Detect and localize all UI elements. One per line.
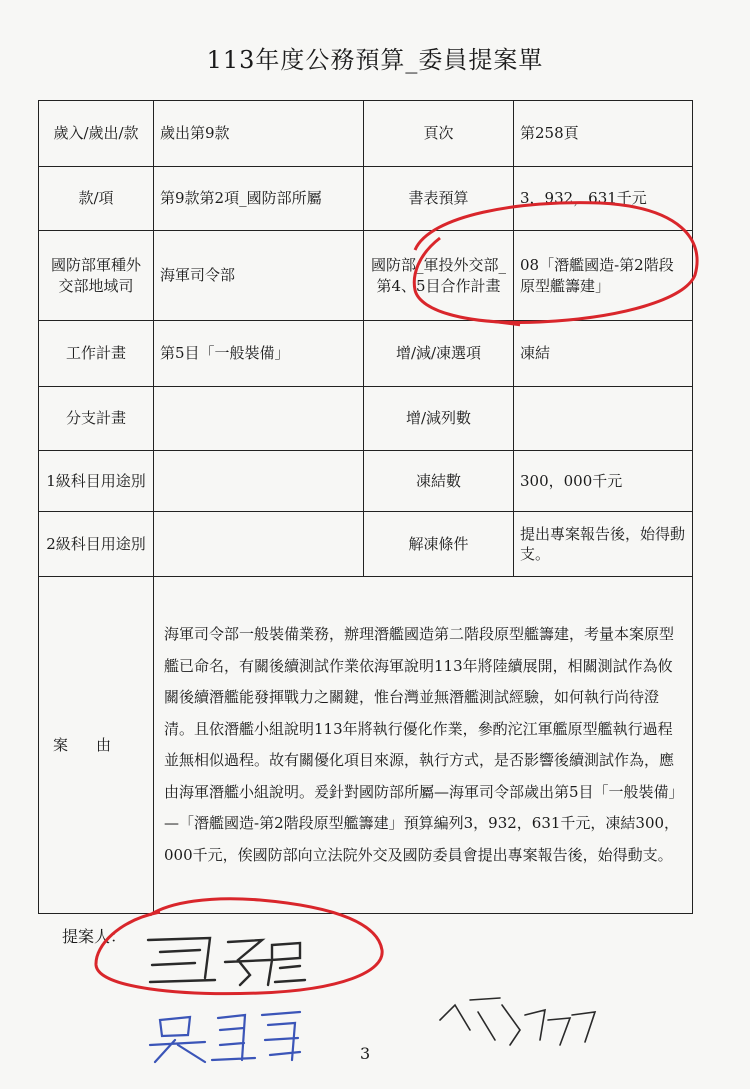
label-action-option: 增/減/凍選項 bbox=[364, 321, 514, 387]
label-page: 頁次 bbox=[364, 101, 514, 167]
value-unfreeze-condition: 提出專案報告後，始得動支。 bbox=[514, 512, 693, 577]
value-work-plan: 第5目「一般裝備」 bbox=[154, 321, 364, 387]
page-number: 3 bbox=[360, 1044, 371, 1063]
signature-black bbox=[148, 938, 305, 985]
label-level2-usage: 2級科目用途別 bbox=[39, 512, 154, 577]
label-unfreeze-condition: 解凍條件 bbox=[364, 512, 514, 577]
red-circle-signature bbox=[96, 899, 382, 994]
value-frozen-amount: 300，000千元 bbox=[514, 451, 693, 512]
reason-text: 海軍司令部一般裝備業務，辦理潛艦國造第二階段原型艦籌建，考量本案原型艦已命名，有關後續測試作業依海軍說明113年將陸續展開，相關測試作為攸關後續潛艦能發揮戰力之關鍵，惟台灣並無潛艦測試經驗，如何執行尚待澄清。且依潛艦小組說明113年將執行優化作業，參酌沱江軍艦原型艦執行過程並無相似過程。故有關優化項目來源，執行方式，是否影響後續測試作為，應由海軍潛艦小組說明。爰針對國防部所屬—海軍司令部歲出第5目「一般裝備」—「潛艦國造-第2階段原型艦籌建」預算編列3，932，631千元，凍結300，000千元，俟國防部向立法院外交及國防委員會提出專案報告後，始得動支。 bbox=[164, 625, 680, 864]
signature-third bbox=[440, 998, 595, 1045]
signature-blue bbox=[150, 1012, 300, 1062]
value-account-type: 歲出第9款 bbox=[154, 101, 364, 167]
label-cooperation-plan: 國防部_軍投外交部_第4、5目合作計畫 bbox=[364, 231, 514, 321]
label-branch-plan: 分支計畫 bbox=[39, 387, 154, 451]
label-item: 款/項 bbox=[39, 167, 154, 231]
value-cooperation-plan: 08「潛艦國造-第2階段原型艦籌建」 bbox=[514, 231, 693, 321]
value-page: 第258頁 bbox=[514, 101, 693, 167]
label-reason: 案由 bbox=[39, 577, 154, 914]
label-change-amount: 增/減列數 bbox=[364, 387, 514, 451]
red-circle-annotation bbox=[414, 203, 697, 323]
label-work-plan: 工作計畫 bbox=[39, 321, 154, 387]
label-department: 國防部軍種外交部地域司 bbox=[39, 231, 154, 321]
value-budget: 3，932，631千元 bbox=[514, 167, 693, 231]
label-account-type: 歲入/歲出/款 bbox=[39, 101, 154, 167]
value-item: 第9款第2項_國防部所屬 bbox=[154, 167, 364, 231]
label-budget: 書表預算 bbox=[364, 167, 514, 231]
label-level1-usage: 1級科目用途別 bbox=[39, 451, 154, 512]
label-frozen-amount: 凍結數 bbox=[364, 451, 514, 512]
document-title: 113年度公務預算_委員提案單 bbox=[206, 46, 544, 74]
value-department: 海軍司令部 bbox=[154, 231, 364, 321]
value-action-option: 凍結 bbox=[514, 321, 693, 387]
proposer-label: 提案人： bbox=[62, 927, 127, 946]
